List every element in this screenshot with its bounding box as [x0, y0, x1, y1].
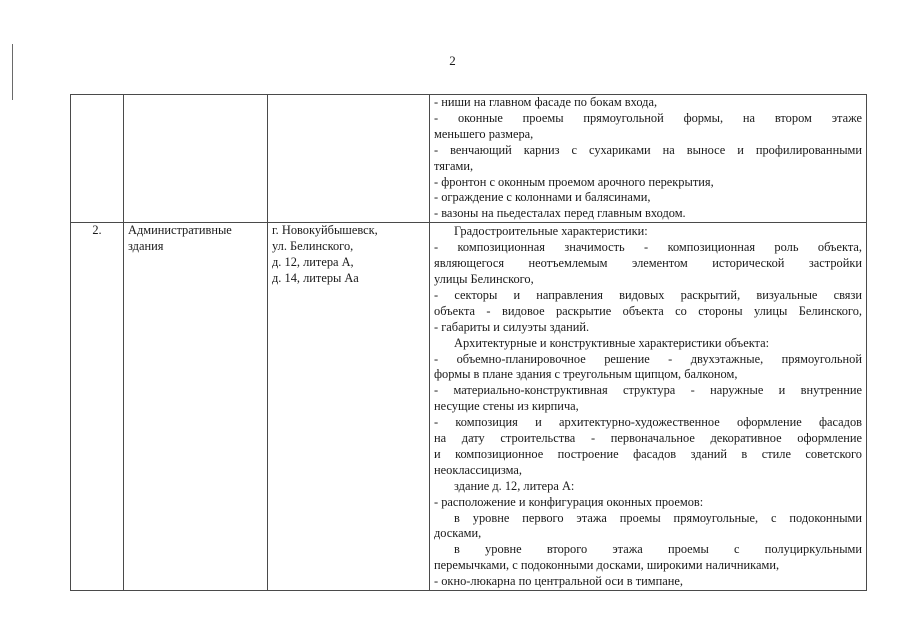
description-line: - композиционная значимость - композиционная роль объекта,: [434, 240, 862, 255]
description-line: в уровне второго этажа проемы с полуциркульными: [454, 542, 862, 557]
description-line: неоклассицизма,: [434, 462, 522, 477]
table-row-2: [71, 223, 867, 591]
description-line: - объемно-планировочное решение - двухэтажные, прямоугольной: [434, 351, 862, 366]
description-lines: [434, 224, 862, 590]
description-line: - ниши на главном фасаде по бокам входа,: [434, 95, 658, 109]
description-line: несущие стены из кирпича,: [434, 399, 579, 414]
cell-name: [124, 223, 268, 591]
description-line: улицы Белинского,: [434, 271, 534, 286]
description-line: на дату строительства - первоначальное декоративное оформление: [434, 431, 862, 446]
description-line: объекта - видовое раскрытие объекта со стороны улицы Белинского,: [434, 303, 862, 318]
cell-number: 2.: [71, 223, 124, 591]
description-line: - материально-конструктивная структура - наружные и внутренние: [434, 383, 862, 398]
description-line: - венчающий карниз с сухариками на выносе и профилированными: [434, 142, 862, 157]
description-line: в уровне первого этажа проемы прямоугольные, с подоконными: [454, 510, 862, 525]
cell-description-continued: [430, 95, 867, 223]
description-line: - окно-люкарна по центральной оси в тимпане,: [434, 574, 683, 589]
cell-name-empty: [124, 95, 268, 223]
cell-number-empty: [71, 95, 124, 223]
description-line: - ограждение с колоннами и балясинами,: [434, 190, 651, 205]
description-line: - композиция и архитектурно-художественное оформление фасадов: [434, 415, 862, 430]
description-line: являющегося неотъемлемым элементом исторической застройки: [434, 256, 862, 271]
description-line: - габариты и силуэты зданий.: [434, 319, 590, 334]
description-line: и композиционное построение фасадов зданий в стиле советского: [434, 446, 862, 461]
cell-description: [430, 223, 867, 591]
description-line: Градостроительные характеристики:: [454, 224, 648, 239]
name-line: Административные: [128, 223, 232, 238]
monuments-table: [70, 94, 867, 591]
address-line: г. Новокуйбышевск,: [272, 223, 378, 238]
description-line: - секторы и направления видовых раскрытий, визуальные связи: [434, 287, 862, 302]
cell-address-empty: [268, 95, 430, 223]
description-line: - расположение и конфигурация оконных проемов:: [434, 494, 704, 509]
cell-address: [268, 223, 430, 591]
margin-binding-mark: [12, 44, 13, 100]
page-number: 2: [449, 53, 456, 68]
description-line: - оконные проемы прямоугольной формы, на втором этаже: [434, 110, 862, 125]
table-row-continued: [71, 95, 867, 223]
description-lines: [434, 95, 862, 222]
description-line: - вазоны на пьедесталах перед главным входом.: [434, 206, 686, 221]
description-line: меньшего размера,: [434, 126, 534, 141]
description-line: - фронтон с оконным проемом арочного перекрытия,: [434, 174, 714, 189]
name-line: здания: [128, 239, 164, 254]
description-line: Архитектурные и конструктивные характеристики объекта:: [454, 335, 770, 350]
description-line: здание д. 12, литера А:: [454, 478, 575, 493]
address-line: д. 12, литера А,: [272, 255, 354, 270]
description-line: тягами,: [434, 158, 474, 173]
description-line: перемычками, с подоконными досками, широкими наличниками,: [434, 558, 780, 573]
description-line: формы в плане здания с треугольным щипцом, балконом,: [434, 367, 738, 382]
description-line: досками,: [434, 526, 482, 541]
address-line: ул. Белинского,: [272, 239, 354, 254]
address-line: д. 14, литеры Аа: [272, 270, 359, 285]
